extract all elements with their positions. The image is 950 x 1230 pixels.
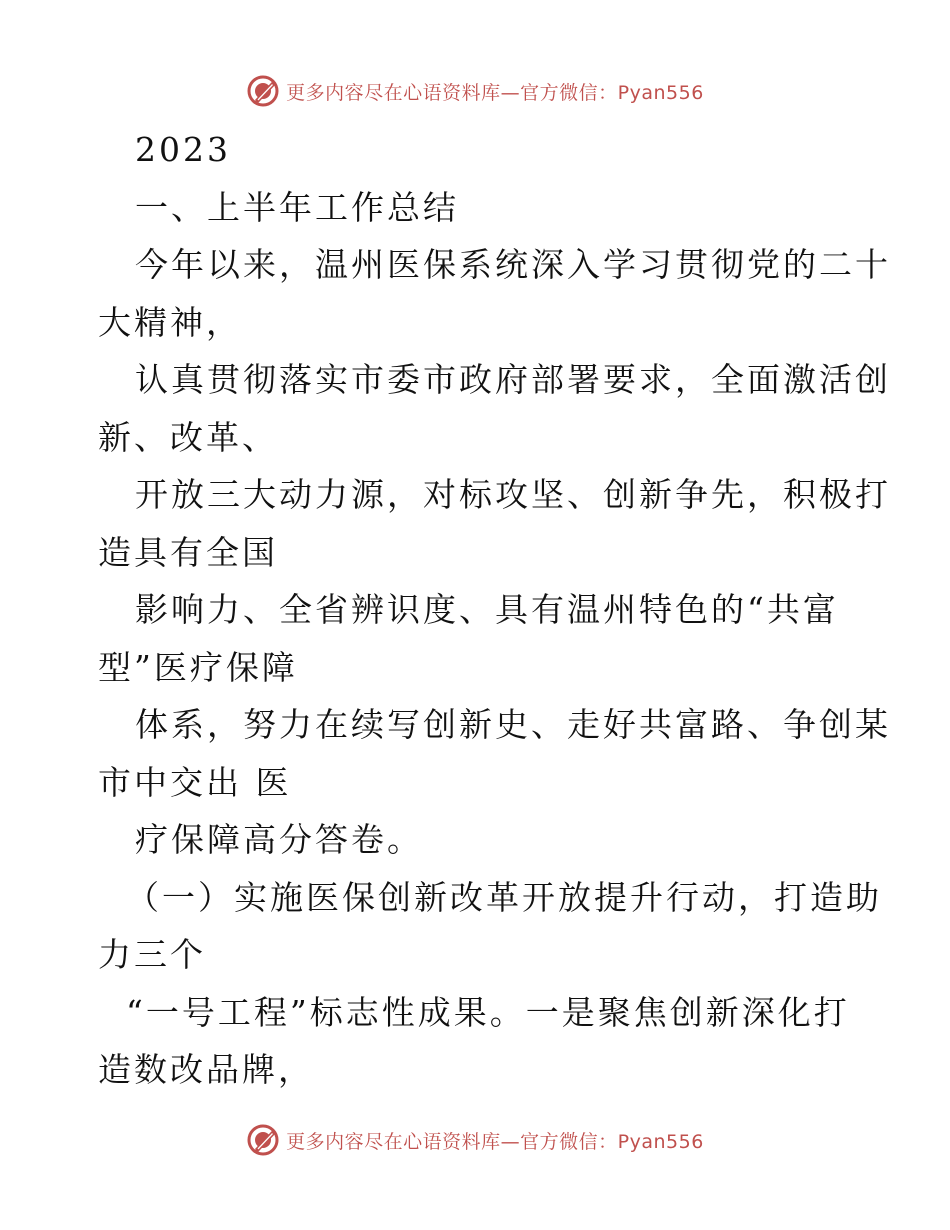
paragraph-line: “一号工程”标志性成果。一是聚焦创新深化打 bbox=[126, 992, 850, 1032]
paragraph-line: 大精神， bbox=[98, 302, 242, 342]
pen-logo-icon bbox=[246, 74, 280, 108]
paragraph-line: 开放三大动力源，对标攻坚、创新争先，积极打 bbox=[135, 475, 891, 514]
paragraph-line: 体系，努力在续写创新史、走好共富路、争创某 bbox=[135, 705, 891, 744]
paragraph-line: 造数改品牌， bbox=[98, 1050, 314, 1089]
paragraph-line: 今年以来，温州医保系统深入学习贯彻党的二十 bbox=[135, 245, 891, 284]
banner-text: 更多内容尽在心语资料库—官方微信：Pyan556 bbox=[286, 81, 704, 104]
pen-logo-icon bbox=[246, 1123, 280, 1157]
paragraph-line: 型”医疗保障 bbox=[98, 647, 298, 687]
paragraph-line: 认真贯彻落实市委市政府部署要求，全面激活创 bbox=[135, 360, 891, 399]
section-heading: 一、上半年工作总结 bbox=[135, 187, 459, 227]
subsection-heading: （一）实施医保创新改革开放提升行动，打造助 bbox=[126, 877, 882, 917]
document-body bbox=[98, 121, 891, 1099]
paragraph-line: 疗保障高分答卷。 bbox=[135, 820, 423, 859]
paragraph-line: 力三个 bbox=[98, 935, 206, 974]
header-watermark-banner bbox=[0, 71, 950, 111]
banner-text: 更多内容尽在心语资料库—官方微信：Pyan556 bbox=[286, 1130, 704, 1153]
paragraph-line: 影响力、全省辨识度、具有温州特色的“共富 bbox=[135, 590, 839, 629]
paragraph-line: 新、改革、 bbox=[98, 417, 278, 457]
doc-line-year: 2023 bbox=[135, 130, 231, 169]
footer-watermark-banner bbox=[0, 1120, 950, 1160]
paragraph-line: 市中交出 医 bbox=[98, 762, 292, 802]
paragraph-line: 造具有全国 bbox=[98, 532, 278, 572]
